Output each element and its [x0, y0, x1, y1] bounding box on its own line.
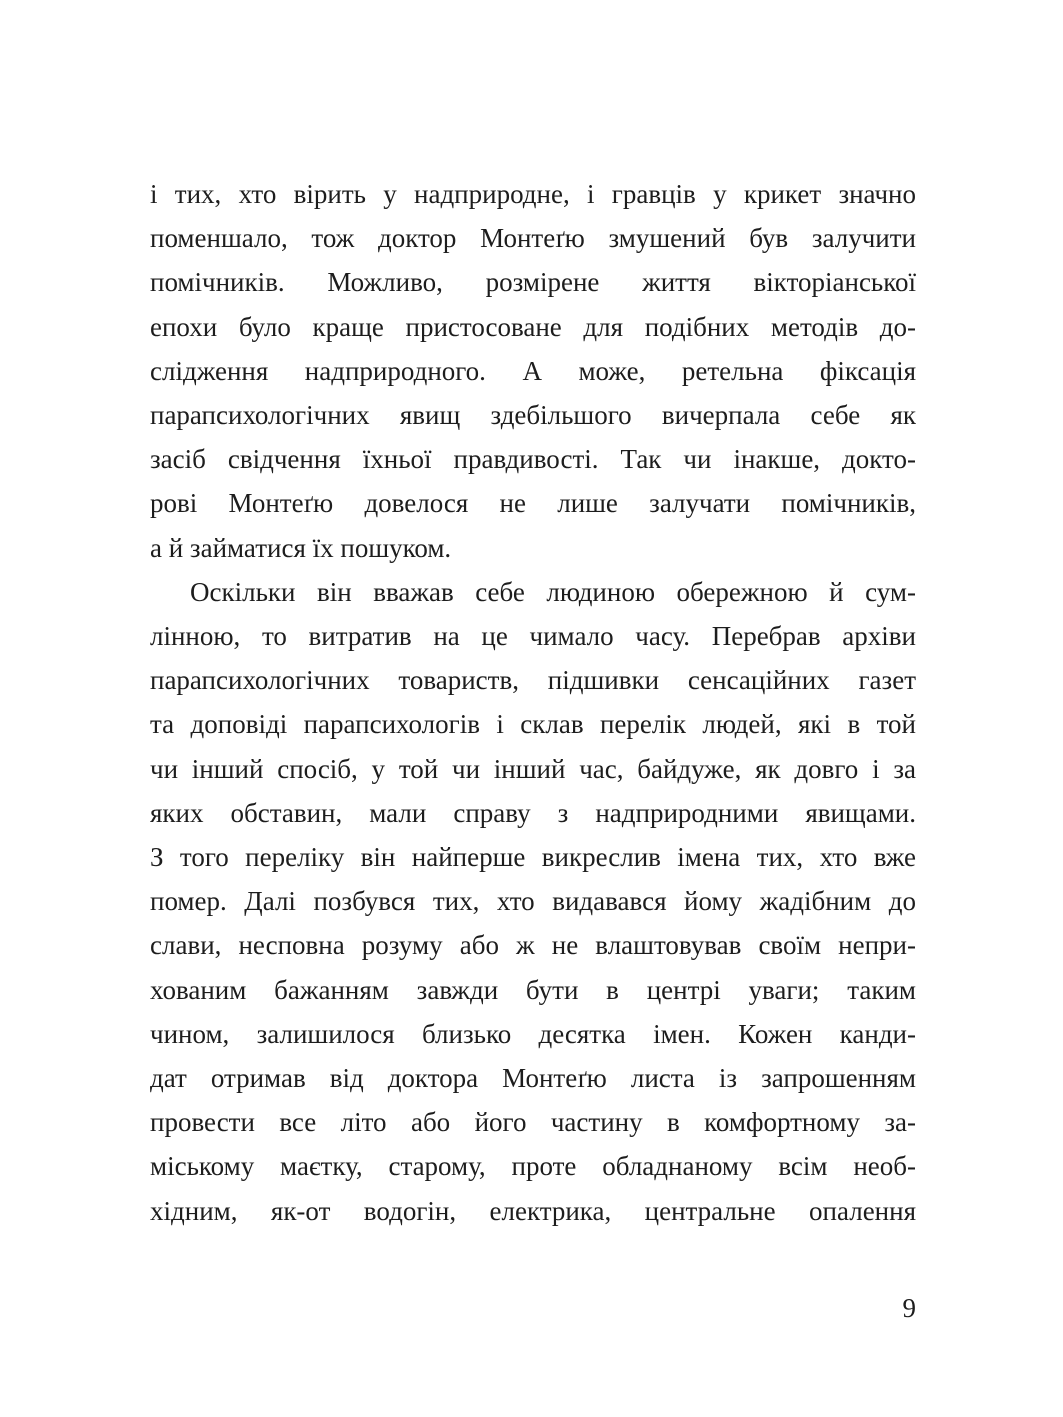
text-line: слави, несповна розуму або ж не влаштовував своїм непри-	[150, 930, 916, 961]
text-line: засіб свідчення їхньої правдивості. Так чи інакше, докто-	[150, 444, 916, 475]
text-line: Оскільки він вважав себе людиною обережною й сум-	[190, 576, 916, 607]
text-line: слідження надприродного. А може, ретельна фіксація	[150, 355, 916, 386]
text-line: парапсихологічних явищ здебільшого вичерпала себе як	[150, 400, 916, 431]
text-line: лінною, то витратив на це чимало часу. Перебрав архіви	[150, 621, 916, 652]
paragraph	[150, 172, 916, 570]
page-number: 9	[902, 1293, 916, 1323]
text-line: помічників. Можливо, розмірене життя вікторіанської	[150, 267, 916, 298]
text-line: чином, залишилося близько десятка імен. Кожен канди-	[150, 1018, 916, 1049]
text-line: а й займатися їх пошуком.	[150, 532, 452, 563]
text-line: рові Монтеґю довелося не лише залучати помічників,	[150, 488, 916, 519]
text-line: та доповіді парапсихологів і склав перелік людей, які в той	[150, 709, 916, 740]
text-line: міському маєтку, старому, проте обладнаному всім необ-	[150, 1151, 916, 1182]
text-line: хідним, як-от водогін, електрика, центральне опалення	[150, 1195, 916, 1226]
text-line: парапсихологічних товариств, підшивки сенсаційних газет	[150, 665, 916, 696]
text-line: помер. Далі позбувся тих, хто видавався йому жадібним до	[150, 886, 916, 917]
text-line: і тих, хто вірить у надприродне, і гравців у крикет значно	[150, 179, 916, 209]
text-line: епохи було краще пристосоване для подібних методів до-	[150, 311, 916, 342]
text-line: хованим бажанням завжди бути в центрі уваги; таким	[150, 974, 916, 1005]
paragraph	[150, 570, 916, 1233]
text-line: дат отримав від доктора Монтеґю листа із запрошенням	[150, 1063, 916, 1094]
text-line: З того переліку він найперше викреслив імена тих, хто вже	[150, 842, 916, 873]
text-line: яких обставин, мали справу з надприродними явищами.	[150, 797, 916, 828]
text-line: поменшало, тож доктор Монтеґю змушений був залучити	[150, 223, 916, 254]
text-block	[150, 172, 916, 1233]
text-line: чи інший спосіб, у той чи інший час, байдуже, як довго і за	[150, 753, 916, 784]
text-line: провести все літо або його частину в комфортному за-	[150, 1107, 916, 1138]
